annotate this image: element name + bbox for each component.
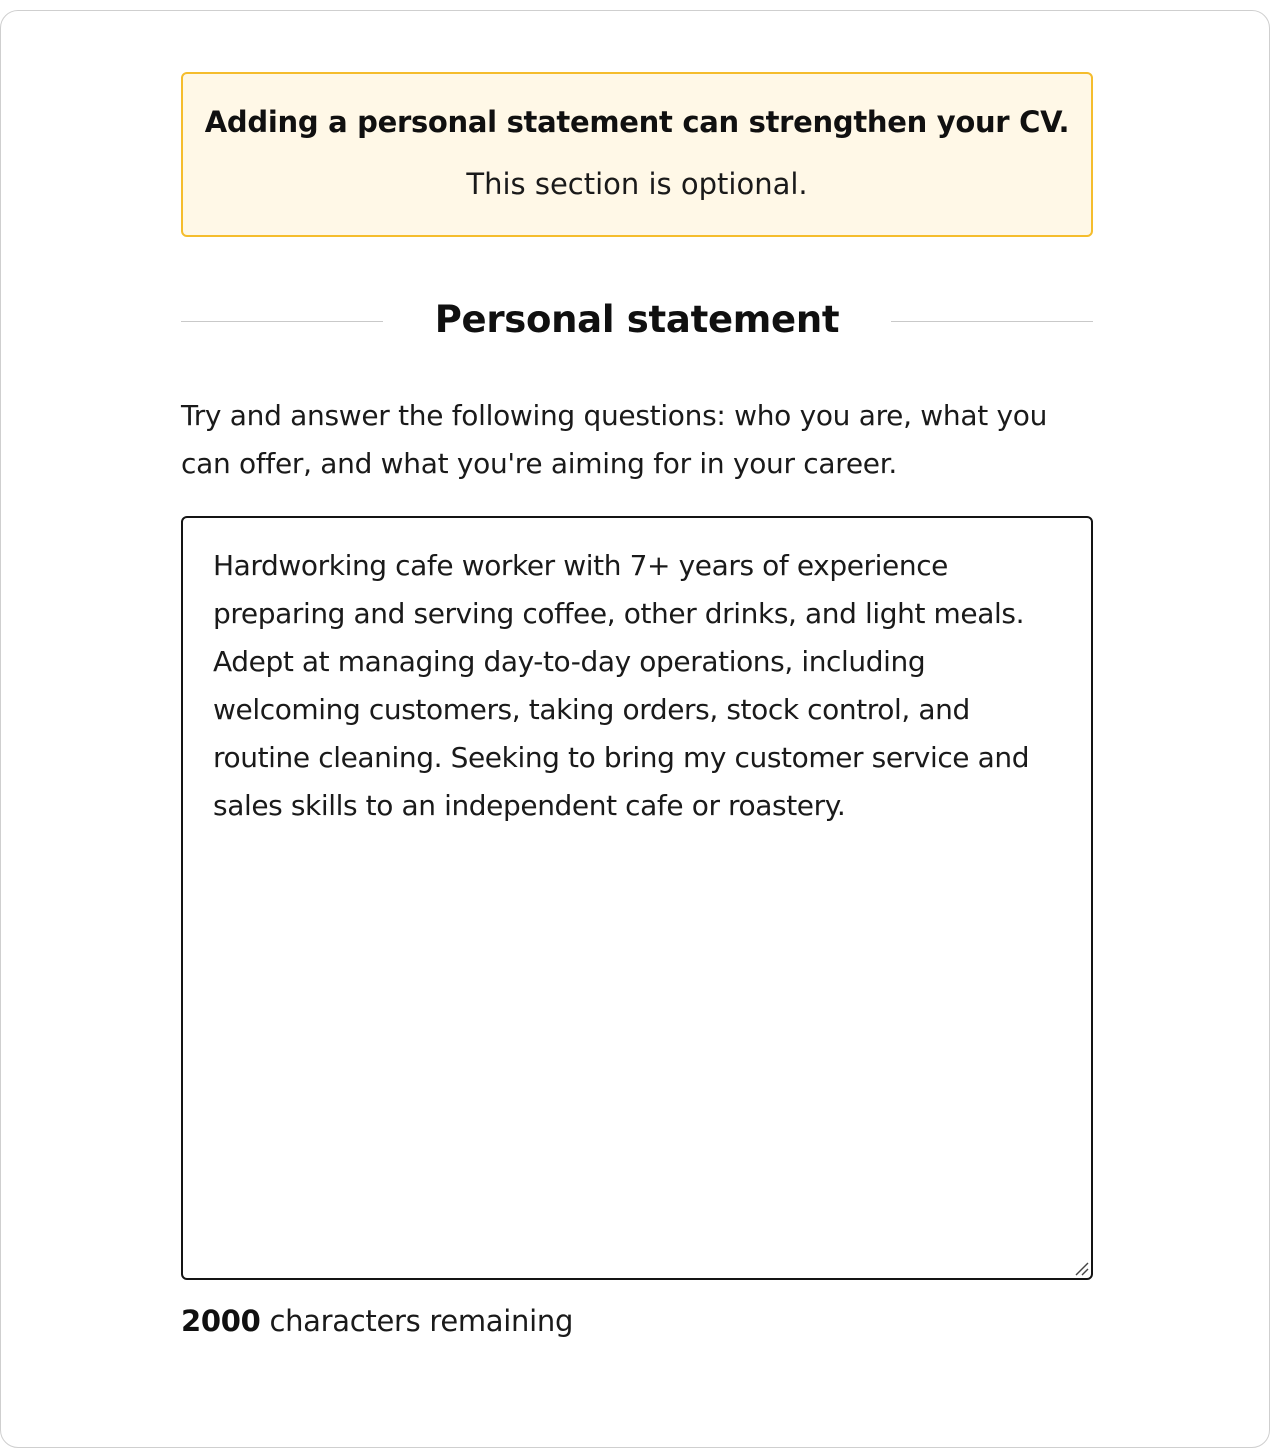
characters-remaining-label: characters remaining <box>269 1304 574 1338</box>
section-heading: Personal statement <box>434 298 840 341</box>
banner-title: Adding a personal statement can strengthen your CV. <box>204 105 1070 139</box>
banner-subtitle: This section is optional. <box>466 167 808 201</box>
heading-divider-left <box>181 321 383 322</box>
characters-remaining-count: 2000 <box>181 1304 261 1338</box>
info-banner <box>181 72 1093 237</box>
heading-divider-right <box>891 321 1093 322</box>
personal-statement-textarea[interactable] <box>181 516 1093 1280</box>
character-counter <box>181 1304 573 1338</box>
section-instructions: Try and answer the following questions: who you are, what you can offer, and what you're aiming for in your career. <box>181 399 1048 480</box>
resize-handle-icon[interactable] <box>1073 1260 1089 1276</box>
